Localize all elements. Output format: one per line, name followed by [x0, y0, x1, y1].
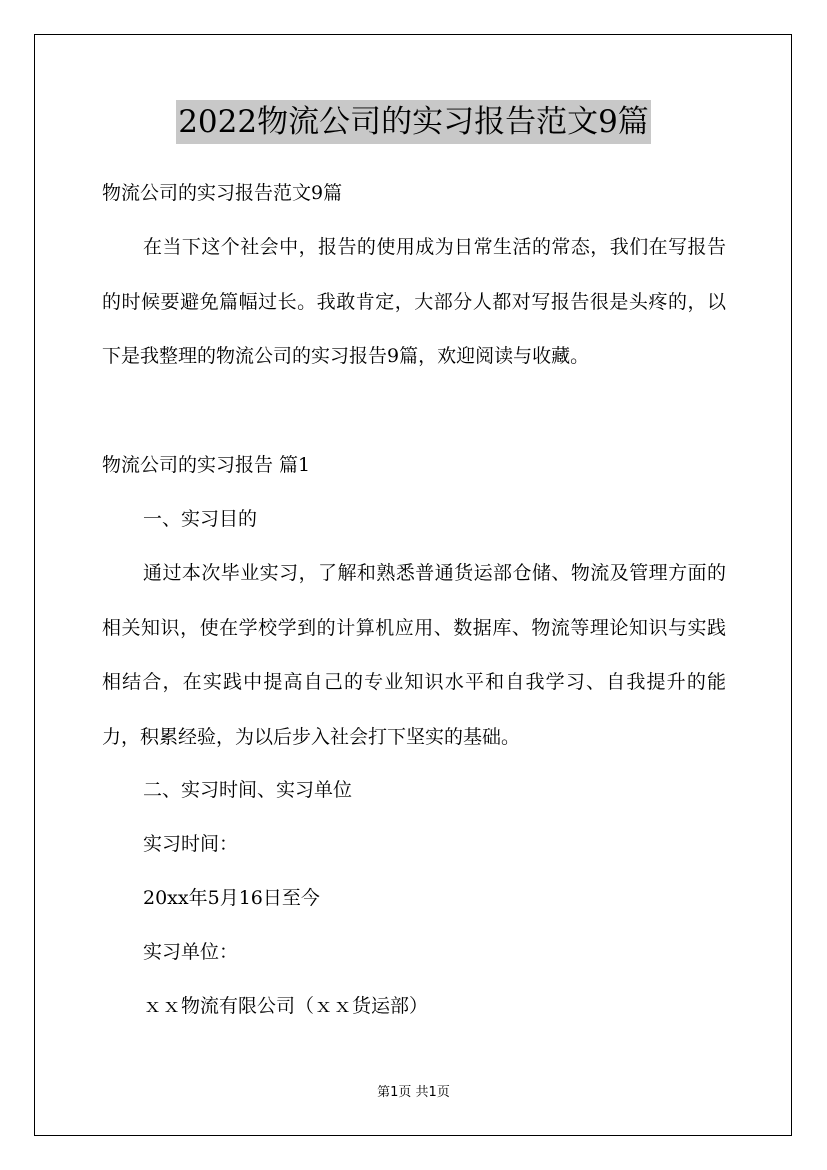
section-heading: 物流公司的实习报告 篇1: [102, 454, 311, 476]
time-value: 20xx年5月16日至今: [143, 887, 320, 909]
time-label: 实习时间：: [143, 833, 239, 855]
document-title-text: 2022物流公司的实习报告范文9篇: [176, 100, 651, 144]
purpose-heading: 一、实习目的: [143, 508, 258, 530]
unit-label: 实习单位：: [143, 941, 239, 963]
purpose-paragraph: 通过本次毕业实习，了解和熟悉普通货运部仓储、物流及管理方面的相关知识，使在学校学到的计算机应用、数据库、物流等理论知识与实践相结合，在实践中提高自己的专业知识水平和自我学习、自我提升的能力，积累经验，为以后步入社会打下坚实的基础。: [102, 562, 726, 748]
document-title: [0, 98, 827, 144]
unit-value: ｘｘ物流有限公司（ｘｘ货运部）: [143, 995, 429, 1017]
page-footer: 第1页 共1页: [377, 1085, 450, 1100]
time-unit-heading: 二、实习时间、实习单位: [143, 779, 353, 801]
document-subtitle: 物流公司的实习报告范文9篇: [102, 182, 343, 204]
intro-paragraph: 在当下这个社会中，报告的使用成为日常生活的常态，我们在写报告的时候要避免篇幅过长。我敢肯定，大部分人都对写报告很是头疼的，以下是我整理的物流公司的实习报告9篇，欢迎阅读与收藏。: [102, 236, 726, 367]
